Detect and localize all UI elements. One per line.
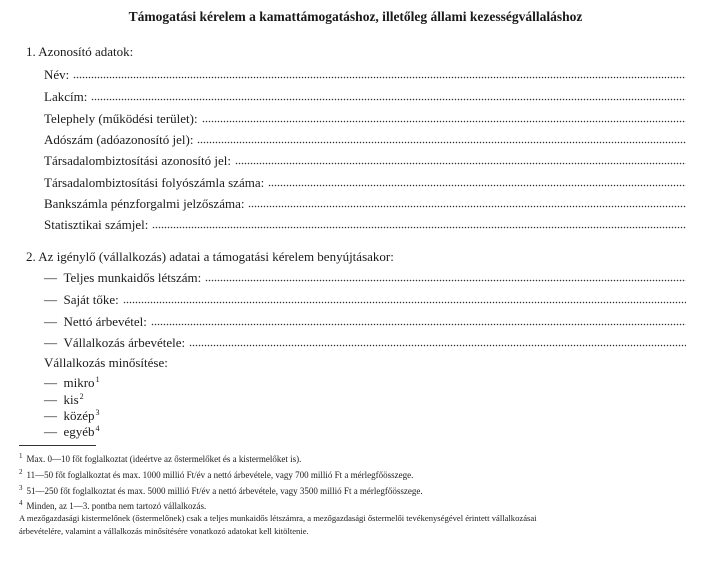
dash: —	[44, 292, 57, 307]
fill-line	[189, 336, 686, 347]
site-field[interactable]	[44, 110, 686, 128]
field-label: Bankszámla pénzforgalmi jelzőszáma:	[44, 196, 245, 211]
field-label: Teljes munkaidős létszám:	[63, 270, 202, 285]
headcount-field[interactable]	[44, 269, 686, 287]
footnote-text: 11—50 főt foglalkoztat és max. 1000 millió Ft/év a nettó árbevétele, vagy 700 millió Ft a mérlegfőösszege.	[26, 470, 414, 480]
footnote-4	[19, 497, 206, 512]
tax-number-field[interactable]	[44, 131, 686, 149]
footnote-text: Minden, az 1—3. pontba nem tartozó vállalkozás.	[26, 501, 207, 511]
field-label: Nettó árbevétel:	[63, 314, 147, 329]
field-label: Társadalombiztosítási azonosító jel:	[44, 153, 232, 168]
dash: —	[44, 314, 57, 329]
statistical-code-field[interactable]	[44, 216, 686, 234]
field-label: Statisztikai számjel:	[44, 217, 149, 232]
footnote-ref: 3	[95, 408, 100, 417]
social-security-id-field[interactable]	[44, 152, 686, 170]
fill-line	[248, 197, 686, 208]
dash: —	[44, 335, 57, 350]
class-label: egyéb	[63, 424, 95, 439]
net-revenue-field[interactable]	[44, 313, 686, 331]
fill-line	[152, 218, 686, 229]
fill-line	[235, 154, 686, 165]
fill-line	[123, 293, 686, 304]
field-label: Lakcím:	[44, 89, 88, 104]
class-option-other[interactable]	[44, 420, 100, 441]
class-label: mikro	[63, 375, 95, 390]
fill-line	[73, 68, 686, 79]
field-label: Társadalombiztosítási folyószámla száma:	[44, 175, 265, 190]
business-revenue-field[interactable]	[44, 334, 686, 352]
classification-label: Vállalkozás minősítése:	[44, 355, 168, 370]
field-label: Név:	[44, 67, 70, 82]
note-line-1: A mezőgazdasági kistermelőnek (őstermelőnek) csak a teljes munkaidős létszámra, a mezőgazdasági őstermelői tevékenységével érintett vállalkozásai	[19, 513, 537, 523]
field-label: Adószám (adóazonosító jel):	[44, 132, 194, 147]
fill-line	[151, 315, 686, 326]
dash: —	[44, 424, 57, 439]
fill-line	[197, 133, 686, 144]
footnote-text: 51—250 főt foglalkoztat és max. 5000 millió Ft/év a nettó árbevétele, vagy 3500 millió Ft a mérlegfőösszege.	[26, 486, 423, 496]
footnote-number: 1	[19, 452, 23, 460]
footnote-ref: 2	[79, 392, 84, 401]
dash: —	[44, 375, 57, 390]
footnote-number: 4	[19, 499, 23, 507]
footnote-3	[19, 482, 423, 497]
social-security-account-field[interactable]	[44, 174, 686, 192]
footnote-ref: 1	[95, 375, 100, 384]
dash: —	[44, 270, 57, 285]
fill-line	[91, 90, 686, 101]
section-1-heading: 1. Azonosító adatok:	[26, 44, 134, 59]
section-2-heading: 2. Az igénylő (vállalkozás) adatai a támogatási kérelem benyújtásakor:	[26, 249, 394, 264]
name-field[interactable]	[44, 66, 686, 84]
footnote-ref: 4	[95, 424, 100, 433]
fill-line	[268, 176, 686, 187]
field-label: Vállalkozás árbevétele:	[63, 335, 186, 350]
class-label: közép	[63, 408, 95, 423]
footnote-number: 2	[19, 468, 23, 476]
field-label: Telephely (működési terület):	[44, 111, 198, 126]
fill-line	[205, 271, 686, 282]
page-title: Támogatási kérelem a kamattámogatáshoz, illetőleg állami kezességvállaláshoz	[128, 9, 583, 24]
footnote-divider	[19, 445, 96, 446]
footnote-2	[19, 466, 413, 481]
footnote-number: 3	[19, 484, 23, 492]
footnote-1	[19, 450, 301, 465]
bank-account-field[interactable]	[44, 195, 686, 213]
field-label: Saját tőke:	[63, 292, 119, 307]
address-field[interactable]	[44, 88, 686, 106]
class-label: kis	[63, 392, 79, 407]
fill-line	[202, 112, 686, 123]
equity-field[interactable]	[44, 291, 686, 309]
footnote-text: Max. 0—10 főt foglalkoztat (ideértve az őstermelőket és a kistermelőket is).	[26, 454, 302, 464]
dash: —	[44, 408, 57, 423]
dash: —	[44, 392, 57, 407]
note-line-2: árbevételére, valamint a vállalkozás minősítésére vonatkozó adatokat kell kitöltenie.	[19, 526, 309, 536]
